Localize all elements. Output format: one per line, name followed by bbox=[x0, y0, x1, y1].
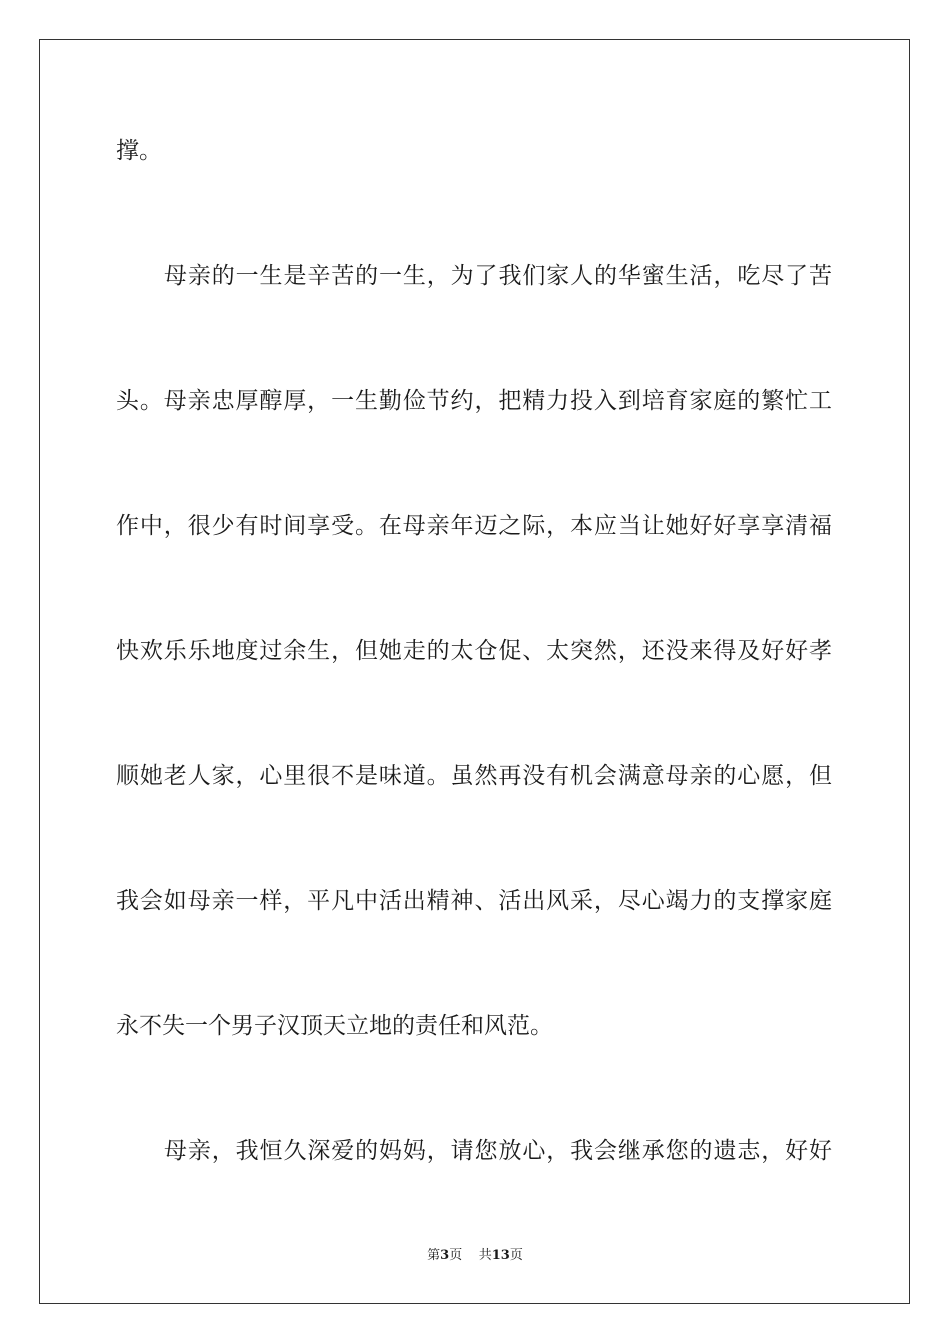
paragraph-line-8: 永不失一个男子汉顶天立地的责任和风范。 bbox=[116, 1013, 553, 1039]
paragraph-line-5: 快欢乐乐地度过余生，但她走的太仓促、太突然，还没来得及好好孝 bbox=[116, 638, 832, 664]
paragraph-line-9: 母亲，我恒久深爱的妈妈，请您放心，我会继承您的遗志，好好 bbox=[164, 1138, 832, 1164]
total-suffix: 页 bbox=[509, 1248, 523, 1263]
page-number: 3 bbox=[440, 1248, 450, 1263]
page-suffix: 页 bbox=[449, 1248, 463, 1263]
paragraph-line-3: 头。母亲忠厚醇厚，一生勤俭节约，把精力投入到培育家庭的繁忙工 bbox=[116, 388, 832, 414]
page-footer bbox=[0, 1247, 950, 1265]
total-prefix: 共 bbox=[478, 1248, 492, 1263]
page-prefix: 第 bbox=[427, 1248, 441, 1263]
paragraph-line-1: 撑。 bbox=[116, 138, 162, 164]
page-border bbox=[39, 39, 910, 1304]
paragraph-line-6: 顺她老人家，心里很不是味道。虽然再没有机会满意母亲的心愿，但 bbox=[116, 763, 832, 789]
paragraph-line-7: 我会如母亲一样，平凡中活出精神、活出风采，尽心竭力的支撑家庭 bbox=[116, 888, 832, 914]
total-pages: 13 bbox=[491, 1248, 510, 1263]
paragraph-line-2: 母亲的一生是辛苦的一生，为了我们家人的华蜜生活，吃尽了苦 bbox=[164, 263, 832, 289]
paragraph-line-4: 作中，很少有时间享受。在母亲年迈之际，本应当让她好好享享清福 bbox=[116, 513, 832, 539]
